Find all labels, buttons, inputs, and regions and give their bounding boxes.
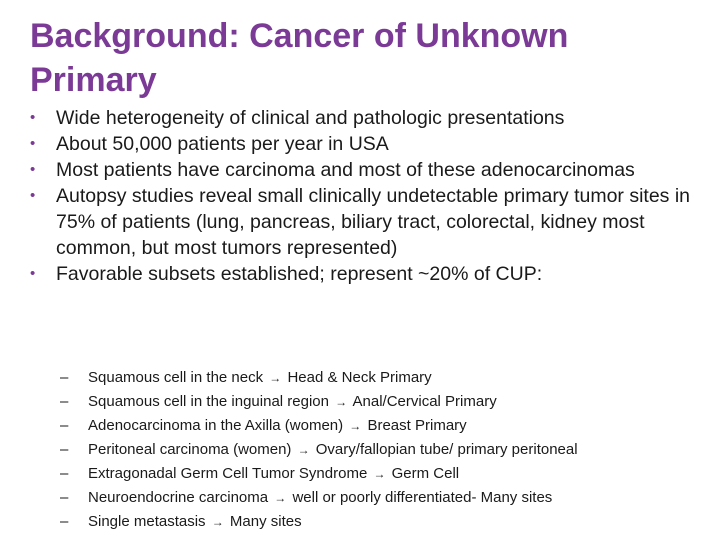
- subset-right: Anal/Cervical Primary: [352, 393, 497, 410]
- bullet-icon: •: [30, 135, 36, 152]
- bullet-icon: •: [30, 161, 36, 178]
- subset-right: Breast Primary: [367, 417, 467, 434]
- arrow-right-icon: →: [269, 371, 282, 385]
- subset-item: [60, 510, 700, 534]
- arrow-right-icon: →: [335, 395, 348, 409]
- arrow-right-icon: →: [373, 467, 386, 481]
- arrow-right-icon: →: [211, 515, 224, 529]
- subset-right: Many sites: [229, 513, 302, 530]
- subset-right: well or poorly differentiated- Many sites: [292, 489, 553, 506]
- subset-item: [60, 438, 700, 462]
- bullet-text: Autopsy studies reveal small clinically undetectable primary tumor sites in 75% of patients (lung, pancreas, biliary tract, colorectal, kidney most common, but most tumors represented): [56, 185, 691, 259]
- bullet-text: About 50,000 patients per year in USA: [56, 133, 389, 155]
- bullet-text: Wide heterogeneity of clinical and pathologic presentations: [56, 107, 565, 129]
- subset-left: Squamous cell in the inguinal region: [88, 393, 329, 410]
- subset-item: [60, 414, 700, 438]
- subset-left: Adenocarcinoma in the Axilla (women): [88, 417, 344, 434]
- bullet-item: [30, 183, 710, 261]
- subset-left: Single metastasis: [88, 513, 206, 530]
- subset-item: [60, 462, 700, 486]
- subset-left: Squamous cell in the neck: [88, 369, 264, 386]
- bullet-icon: •: [30, 109, 36, 126]
- bullet-icon: •: [30, 187, 36, 204]
- arrow-right-icon: →: [274, 491, 287, 505]
- dash-icon: –: [60, 369, 69, 386]
- bullet-item: [30, 105, 710, 131]
- subset-left: Peritoneal carcinoma (women): [88, 441, 292, 458]
- dash-icon: –: [60, 489, 69, 506]
- bullet-item: [30, 131, 710, 157]
- subset-left: Neuroendocrine carcinoma: [88, 489, 269, 506]
- dash-icon: –: [60, 417, 69, 434]
- subset-right: Head & Neck Primary: [287, 369, 432, 386]
- dash-icon: –: [60, 513, 69, 530]
- bullet-item: [30, 157, 710, 183]
- subset-right: Ovary/fallopian tube/ primary peritoneal: [315, 441, 578, 458]
- slide-title: Background: Cancer of Unknown Primary: [30, 17, 569, 99]
- bullet-item: [30, 261, 710, 287]
- subset-left: Extragonadal Germ Cell Tumor Syndrome: [88, 465, 368, 482]
- favorable-subsets-list: [60, 366, 700, 534]
- bullet-text: Most patients have carcinoma and most of these adenocarcinomas: [56, 159, 635, 181]
- bullet-list: [30, 105, 710, 287]
- bullet-icon: •: [30, 265, 36, 282]
- subset-item: [60, 486, 700, 510]
- arrow-right-icon: →: [349, 419, 362, 433]
- dash-icon: –: [60, 465, 69, 482]
- subset-right: Germ Cell: [391, 465, 460, 482]
- dash-icon: –: [60, 441, 69, 458]
- subset-item: [60, 366, 700, 390]
- bullet-text: Favorable subsets established; represent ~20% of CUP:: [56, 263, 543, 285]
- arrow-right-icon: →: [297, 443, 310, 457]
- subset-item: [60, 390, 700, 414]
- dash-icon: –: [60, 393, 69, 410]
